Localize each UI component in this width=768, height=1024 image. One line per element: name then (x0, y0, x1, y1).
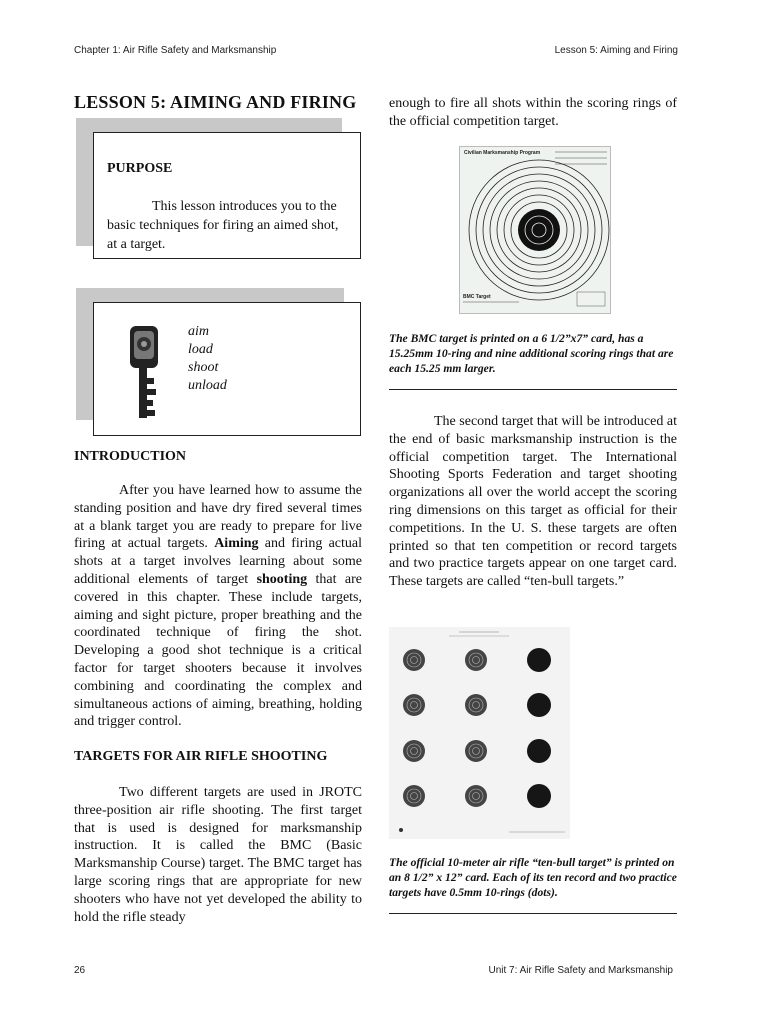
running-footer-right: Unit 7: Air Rifle Safety and Marksmanship (488, 965, 673, 976)
running-header-right: Lesson 5: Aiming and Firing (554, 45, 678, 56)
steps-box (93, 302, 361, 436)
introduction-paragraph: After you have learned how to assume the standing position and have dry fired several times at a blank target you are ready to prepare for live firing at actual targets. Aiming and firing actual shots at a target involves learning about some additional elements of target shooting that are covered in this chapter. These include targets, aiming and sight picture, proper breathing and the coordinated technique of firing the shot. Developing a good shot technique is a critical factor for target shooters because it involves combining and coordinating the complex and simultaneous actions of aiming, breathing, holding and trigger control. (74, 483, 363, 730)
targets-heading: TARGETS FOR AIR RIFLE SHOOTING (74, 749, 328, 764)
key-icon (126, 323, 164, 421)
purpose-heading: PURPOSE (107, 161, 173, 176)
running-header-left: Chapter 1: Air Rifle Safety and Marksmanship (74, 45, 277, 56)
bmc-card-label: BMC Target (463, 294, 491, 300)
steps-list (188, 323, 227, 395)
caption-rule-1 (389, 389, 677, 390)
bmc-target-caption: The BMC target is printed on a 6 1/2”x7” card, has a 15.25mm 10-ring and nine additional scoring rings that are each 15.25 mm larger. (389, 332, 674, 375)
step-load: load (188, 342, 213, 357)
bmc-target-image (459, 146, 611, 314)
targets-paragraph-1-continued: enough to fire all shots within the scoring rings of the official competition target. (389, 96, 677, 129)
caption-rule-2 (389, 913, 677, 914)
bmc-card-title: Civilian Marksmanship Program (464, 150, 541, 156)
targets-paragraph-1: Two different targets are used in JROTC three-position air rifle shooting. The first target that is used is designed for marksmanship instruction. It is called the BMC (Basic Marksmanship Course) target. The BMC target has large scoring rings that are appropriate for new shooters who have not yet developed the ability to hold the rifle steady (74, 785, 362, 925)
step-aim: aim (188, 324, 209, 339)
page-number: 26 (74, 965, 86, 976)
ten-bull-target-caption: The official 10-meter air rifle “ten-bull target” is printed on an 8 1/2” x 12” card. Each of its ten record and two practice targets have 0.5mm 10-rings (dots). (389, 856, 677, 899)
targets-paragraph-2: The second target that will be introduced at the end of basic marksmanship instruction is the official competition target. The International Shooting Sports Federation and target shooting organizations all over the world accept the scoring ring dimensions on this target as official for their competitions. In the U. S. these targets are often printed so that ten competition or record targets and two practice targets appear on one target card. These targets are called “ten-bull targets.” (389, 414, 677, 590)
introduction-heading: INTRODUCTION (74, 449, 187, 464)
purpose-text: This lesson introduces you to the basic techniques for firing an aimed shot, at a target. (107, 199, 339, 252)
ten-bull-target-image (389, 627, 570, 839)
lesson-title: LESSON 5: AIMING AND FIRING (74, 92, 357, 112)
purpose-box (93, 132, 361, 259)
step-unload: unload (188, 378, 227, 393)
step-shoot: shoot (188, 360, 219, 375)
